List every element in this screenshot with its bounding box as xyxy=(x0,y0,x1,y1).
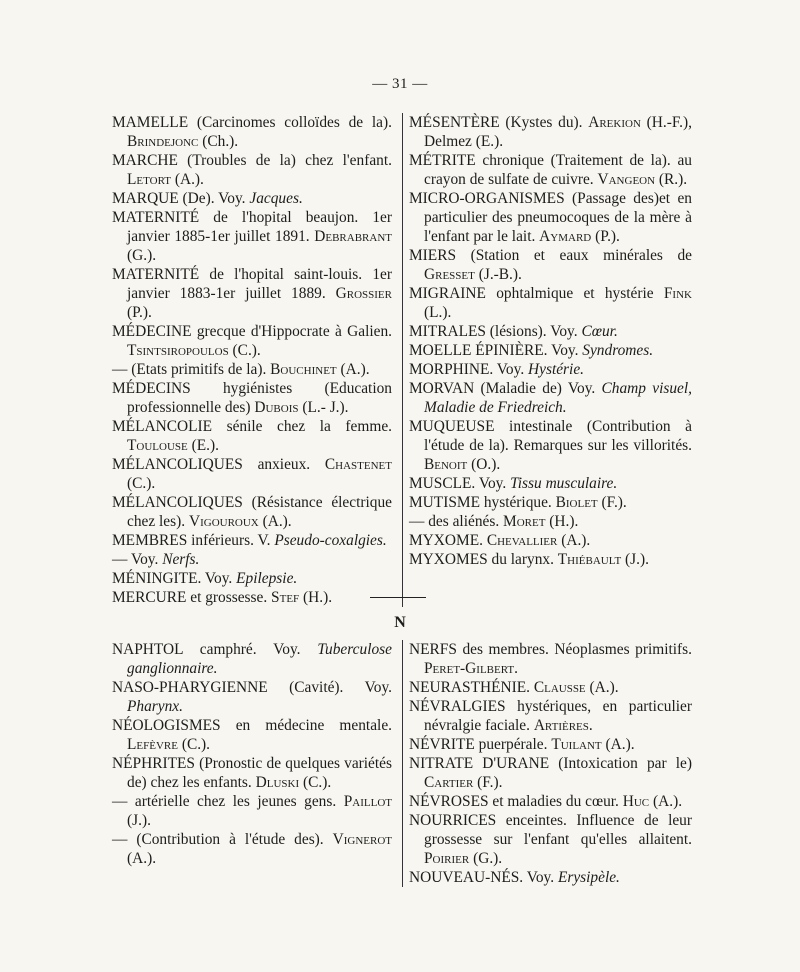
entry-subject: MÉDECINS hygiénistes (Education professionnelle des) xyxy=(112,380,392,416)
entry-author: Arekion xyxy=(588,114,641,131)
index-entry xyxy=(112,455,392,493)
entry-author: Moret xyxy=(503,513,546,530)
entry-subject: NÉPHRITES (Pronostic de quelques variétés de) chez les enfants. xyxy=(112,755,392,791)
entry-subject: — Voy. xyxy=(112,551,163,568)
entry-initials: (J.). xyxy=(621,551,649,568)
index-column-left xyxy=(112,640,402,887)
entry-initials: . xyxy=(514,660,518,677)
entry-initials: (F.). xyxy=(473,774,503,791)
entry-initials: (G.). xyxy=(127,247,157,264)
entry-subject: MARQUE (De). Voy. xyxy=(112,190,250,207)
index-block-n xyxy=(112,640,692,887)
entry-initials: (C.). xyxy=(177,736,211,753)
index-entry xyxy=(112,265,392,322)
entry-author: Tsintsiropoulos xyxy=(127,342,229,359)
index-entry xyxy=(112,493,392,531)
index-entry xyxy=(409,512,692,531)
entry-subject: MÉNINGITE. Voy. xyxy=(112,570,237,587)
entry-initials: (C.). xyxy=(127,475,156,492)
index-entry xyxy=(409,735,692,754)
entry-initials: (A.). xyxy=(170,171,204,188)
index-entry xyxy=(409,531,692,550)
entry-author: Stef xyxy=(271,589,300,606)
index-column-right xyxy=(402,640,692,887)
entry-initials: (A.). xyxy=(258,513,292,530)
entry-initials: (H.). xyxy=(545,513,579,530)
entry-initials: . xyxy=(588,717,593,734)
entry-cross-reference: Syndromes. xyxy=(582,342,654,359)
entry-author: Clausse xyxy=(533,679,586,696)
entry-author: Benoit xyxy=(424,456,468,473)
index-entry xyxy=(112,830,392,868)
entry-initials: (E.). xyxy=(187,437,219,454)
entry-author: Bouchinet xyxy=(270,361,337,378)
index-entry xyxy=(112,322,392,360)
entry-initials: (A.). xyxy=(127,850,157,867)
entry-author: Dubois xyxy=(254,399,299,416)
entry-subject: MÉDECINE grecque d'Hippocrate à Galien. xyxy=(112,323,392,340)
index-entry xyxy=(112,151,392,189)
entry-initials: (P.). xyxy=(127,304,152,321)
entry-subject: MUSCLE. Voy. xyxy=(409,475,511,492)
entry-cross-reference: Nerfs. xyxy=(162,551,200,568)
entry-subject: NÉVRITE puerpérale. xyxy=(409,736,552,753)
index-entry xyxy=(112,208,392,265)
index-entry xyxy=(112,360,392,379)
entry-initials: (G.). xyxy=(469,850,503,867)
entry-author: Huc xyxy=(622,793,650,810)
entry-subject: NOURRICES enceintes. Influence de leur grossesse sur l'enfant qu'elles allaitent. xyxy=(409,812,692,848)
entry-initials: (C.). xyxy=(228,342,261,359)
entry-cross-reference: Epilepsie. xyxy=(236,570,298,587)
entry-initials: (P.). xyxy=(591,228,620,245)
entry-initials: (F.). xyxy=(597,494,627,511)
index-column-right xyxy=(402,113,692,607)
index-entry xyxy=(409,284,692,322)
section-separator xyxy=(370,597,426,598)
index-entry xyxy=(112,792,392,830)
entry-cross-reference: Champ visuel, Maladie de Friedreich. xyxy=(424,380,693,416)
entry-initials: (J.). xyxy=(127,812,151,829)
index-entry xyxy=(409,811,692,868)
index-entry xyxy=(409,246,692,284)
entry-author: Gresset xyxy=(424,266,475,283)
entry-initials: (O.). xyxy=(467,456,501,473)
index-entry xyxy=(409,113,692,151)
entry-subject: MÉLANCOLIQUES (Résistance électrique chez les). xyxy=(112,494,392,530)
entry-author: Brindejonc xyxy=(127,133,199,150)
entry-initials: (H.). xyxy=(299,589,333,606)
entry-subject: MÉLANCOLIQUES anxieux. xyxy=(112,456,325,473)
entry-subject: — des aliénés. xyxy=(409,513,504,530)
entry-initials: (J.-B.). xyxy=(474,266,522,283)
entry-initials: (L.- J.). xyxy=(298,399,349,416)
entry-author: Thiébault xyxy=(557,551,622,568)
entry-initials: (A.). xyxy=(585,679,619,696)
entry-subject: MERCURE et grossesse. xyxy=(112,589,272,606)
entry-subject: NÉVRALGIES hystériques, en particulier névralgie faciale. xyxy=(409,698,692,734)
entry-subject: MARCHE (Troubles de la) chez l'enfant. xyxy=(112,152,392,169)
entry-subject: MUQUEUSE intestinale (Contribution à l'étude de la). Remarques sur les villorités. xyxy=(409,418,692,454)
entry-subject: MATERNITÉ de l'hopital saint-louis. 1er janvier 1883-1er juillet 1889. xyxy=(112,266,392,302)
entry-author: Letort xyxy=(127,171,171,188)
entry-initials: (Ch.). xyxy=(198,133,239,150)
entry-cross-reference: Jacques. xyxy=(249,190,303,207)
index-entry xyxy=(409,417,692,474)
entry-author: Debrabrant xyxy=(314,228,392,245)
entry-subject: NEURASTHÉNIE. xyxy=(409,679,534,696)
entry-initials: (A.). xyxy=(336,361,370,378)
index-entry xyxy=(409,379,692,417)
entry-subject: — artérielle chez les jeunes gens. xyxy=(112,793,344,810)
index-entry xyxy=(409,550,692,569)
index-entry xyxy=(409,474,692,493)
entry-cross-reference: Tuberculose ganglionnaire. xyxy=(127,641,392,677)
entry-author: Grossier xyxy=(335,285,392,302)
index-entry xyxy=(409,640,692,678)
entry-subject: MORVAN (Maladie de) Voy. xyxy=(409,380,602,397)
index-entry xyxy=(112,716,392,754)
index-entry xyxy=(409,341,692,360)
entry-subject: NOUVEAU-NÉS. Voy. xyxy=(409,869,558,886)
entry-cross-reference: Pharynx. xyxy=(127,698,183,715)
index-entry xyxy=(112,113,392,151)
entry-author: Chevallier xyxy=(486,532,558,549)
entry-subject: MUTISME hystérique. xyxy=(409,494,556,511)
entry-subject: NAPHTOL camphré. Voy. xyxy=(112,641,318,658)
entry-author: Tuilant xyxy=(551,736,602,753)
entry-subject: NITRATE D'URANE (Intoxication par le) xyxy=(409,755,692,772)
entry-initials: (R.). xyxy=(655,171,688,188)
entry-subject: MIERS (Station et eaux minérales de xyxy=(409,247,692,264)
index-entry xyxy=(112,588,392,607)
entry-subject: MIGRAINE ophtalmique et hystérie xyxy=(409,285,664,302)
entry-author: Biolet xyxy=(555,494,598,511)
entry-author: Vangeon xyxy=(597,171,656,188)
index-column-left xyxy=(112,113,402,607)
entry-initials: (C.). xyxy=(299,774,332,791)
entry-subject: MÉTRITE chronique (Traitement de la). au crayon de sulfate de cuivre. xyxy=(409,152,692,188)
index-entry xyxy=(409,868,692,887)
index-entry xyxy=(409,678,692,697)
index-entry xyxy=(112,189,392,208)
index-entry xyxy=(112,569,392,588)
entry-subject: MYXOMES du larynx. xyxy=(409,551,558,568)
entry-subject: MORPHINE. Voy. xyxy=(409,361,529,378)
index-entry xyxy=(112,754,392,792)
entry-author: Peret-Gilbert xyxy=(424,660,515,677)
index-entry xyxy=(112,531,392,550)
entry-subject: MÉLANCOLIE sénile chez la femme. xyxy=(112,418,392,435)
entry-subject: MITRALES (lésions). Voy. xyxy=(409,323,582,340)
entry-subject: MATERNITÉ de l'hopital beaujon. 1er janvier 1885-1er juillet 1891. xyxy=(112,209,392,245)
index-entry xyxy=(409,697,692,735)
index-entry xyxy=(409,151,692,189)
entry-author: Dluski xyxy=(255,774,300,791)
entry-subject: MOELLE ÉPINIÈRE. Voy. xyxy=(409,342,583,359)
entry-subject: MYXOME. xyxy=(409,532,487,549)
entry-author: Chastenet xyxy=(324,456,392,473)
entry-author: Fink xyxy=(663,285,692,302)
entry-subject: — (Etats primitifs de la). xyxy=(112,361,271,378)
entry-cross-reference: Pseudo-coxalgies. xyxy=(274,532,387,549)
index-entry xyxy=(112,417,392,455)
entry-initials: (L.). xyxy=(424,304,452,321)
index-entry xyxy=(409,360,692,379)
entry-cross-reference: Cœur. xyxy=(581,323,618,340)
entry-cross-reference: Tissu musculaire. xyxy=(510,475,618,492)
entry-cross-reference: Hystérie. xyxy=(528,361,585,378)
entry-initials: (A.). xyxy=(649,793,683,810)
entry-author: Lefèvre xyxy=(127,736,178,753)
entry-subject: MAMELLE (Carcinomes colloïdes de la). xyxy=(112,114,392,131)
entry-author: Artières xyxy=(533,717,589,734)
entry-subject: NÉVROSES et maladies du cœur. xyxy=(409,793,623,810)
section-letter: N xyxy=(394,614,406,631)
entry-author: Vignerot xyxy=(332,831,392,848)
entry-author: Poirier xyxy=(424,850,470,867)
index-entry xyxy=(409,322,692,341)
index-entry xyxy=(409,792,692,811)
entry-author: Cartier xyxy=(424,774,474,791)
entry-subject: NASO-PHARYGIENNE (Cavité). Voy. xyxy=(112,679,392,696)
index-entry xyxy=(112,550,392,569)
entry-initials: (A.). xyxy=(557,532,591,549)
entry-author: Toulouse xyxy=(127,437,188,454)
entry-cross-reference: Erysipèle. xyxy=(557,869,620,886)
index-entry xyxy=(409,754,692,792)
page-number: — 31 — xyxy=(372,76,428,92)
entry-subject: MICRO-ORGANISMES (Passage des)et en particulier des pneumocoques de la mère à l'enfant par le lait. xyxy=(409,190,692,245)
entry-author: Aymard xyxy=(539,228,592,245)
index-entry xyxy=(409,189,692,246)
index-entry xyxy=(112,640,392,678)
entry-subject: NÉOLOGISMES en médecine mentale. xyxy=(112,717,392,734)
entry-subject: MEMBRES inférieurs. V. xyxy=(112,532,275,549)
entry-initials: (A.). xyxy=(601,736,635,753)
index-entry xyxy=(112,379,392,417)
entry-author: Vigouroux xyxy=(188,513,259,530)
entry-subject: MÉSENTÈRE (Kystes du). xyxy=(409,114,589,131)
entry-author: Paillot xyxy=(343,793,392,810)
entry-subject: NERFS des membres. Néoplasmes primitifs. xyxy=(409,641,692,658)
index-entry xyxy=(409,493,692,512)
entry-subject: — (Contribution à l'étude des). xyxy=(112,831,333,848)
index-entry xyxy=(112,678,392,716)
index-block-m xyxy=(112,113,692,607)
entry-initials: (H.-F.), Delmez (E.). xyxy=(424,114,692,150)
